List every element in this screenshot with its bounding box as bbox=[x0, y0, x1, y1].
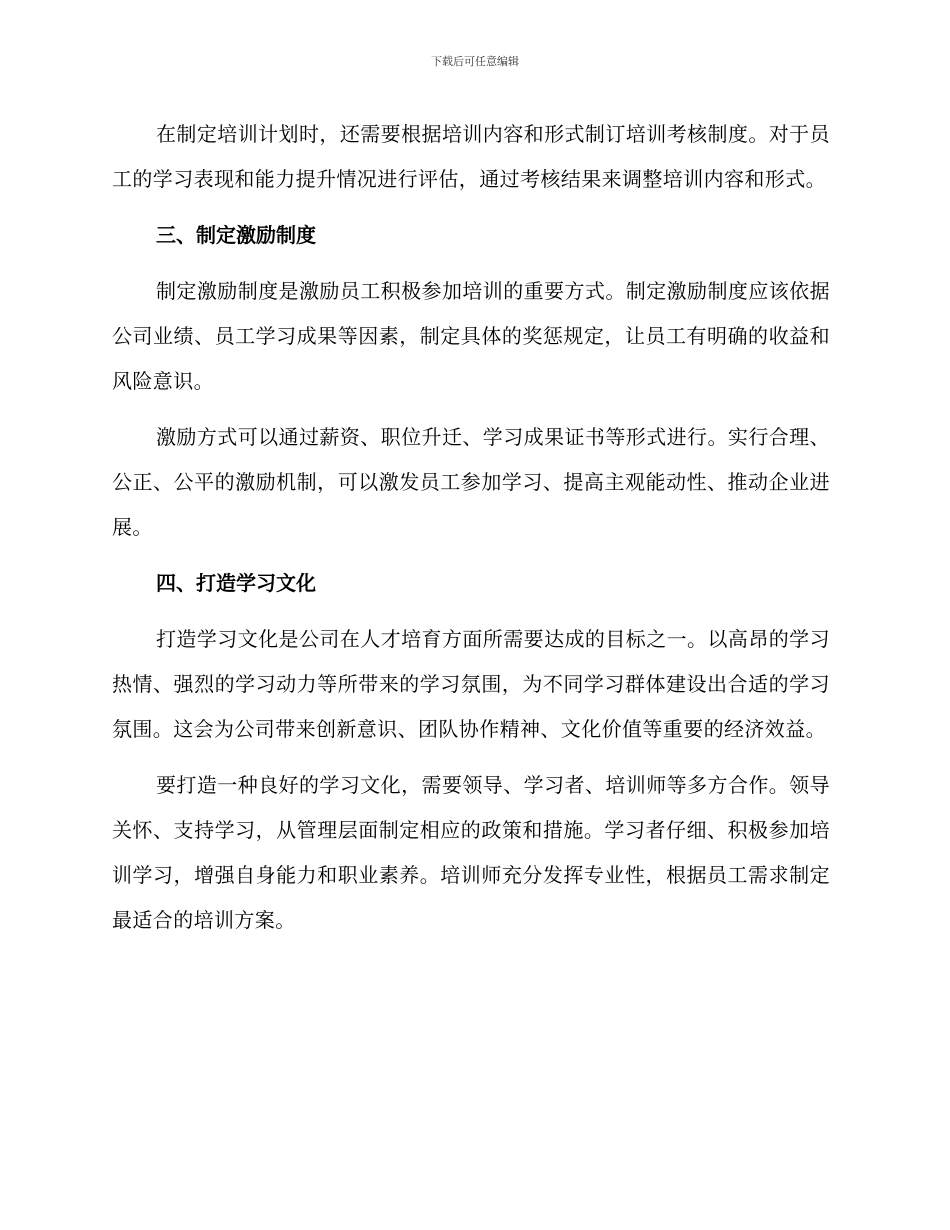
paragraph-learning-culture-cooperation: 要打造一种良好的学习文化，需要领导、学习者、培训师等多方合作。领导关怀、支持学习，从管理层面制定相应的政策和措施。学习者仔细、积极参加培训学习，增强自身能力和职业素养。培训师充分发挥专业性，根据员工需求制定最适合的培训方案。 bbox=[112, 773, 830, 932]
paragraph-incentive-methods: 激励方式可以通过薪资、职位升迁、学习成果证书等形式进行。实行合理、公正、公平的激励机制，可以激发员工参加学习、提高主观能动性、推动企业进展。 bbox=[112, 425, 830, 539]
paragraph-incentive-importance: 制定激励制度是激励员工积极参加培训的重要方式。制定激励制度应该依据公司业绩、员工学习成果等因素，制定具体的奖惩规定，让员工有明确的收益和风险意识。 bbox=[112, 279, 830, 393]
section-heading-learning-culture: 四、打造学习文化 bbox=[156, 571, 316, 595]
document-body bbox=[112, 112, 830, 954]
paragraph-training-assessment: 在制定培训计划时，还需要根据培训内容和形式制订培训考核制度。对于员工的学习表现和能力提升情况进行评估，通过考核结果来调整培训内容和形式。 bbox=[112, 122, 830, 191]
page-header: 下载后可任意编辑 bbox=[431, 55, 519, 68]
section-heading-incentive-system: 三、制定激励制度 bbox=[156, 223, 316, 247]
paragraph-learning-culture-goal: 打造学习文化是公司在人才培育方面所需要达成的目标之一。以高昂的学习热情、强烈的学习动力等所带来的学习氛围，为不同学习群体建设出合适的学习氛围。这会为公司带来创新意识、团队协作精神、文化价值等重要的经济效益。 bbox=[112, 627, 830, 741]
